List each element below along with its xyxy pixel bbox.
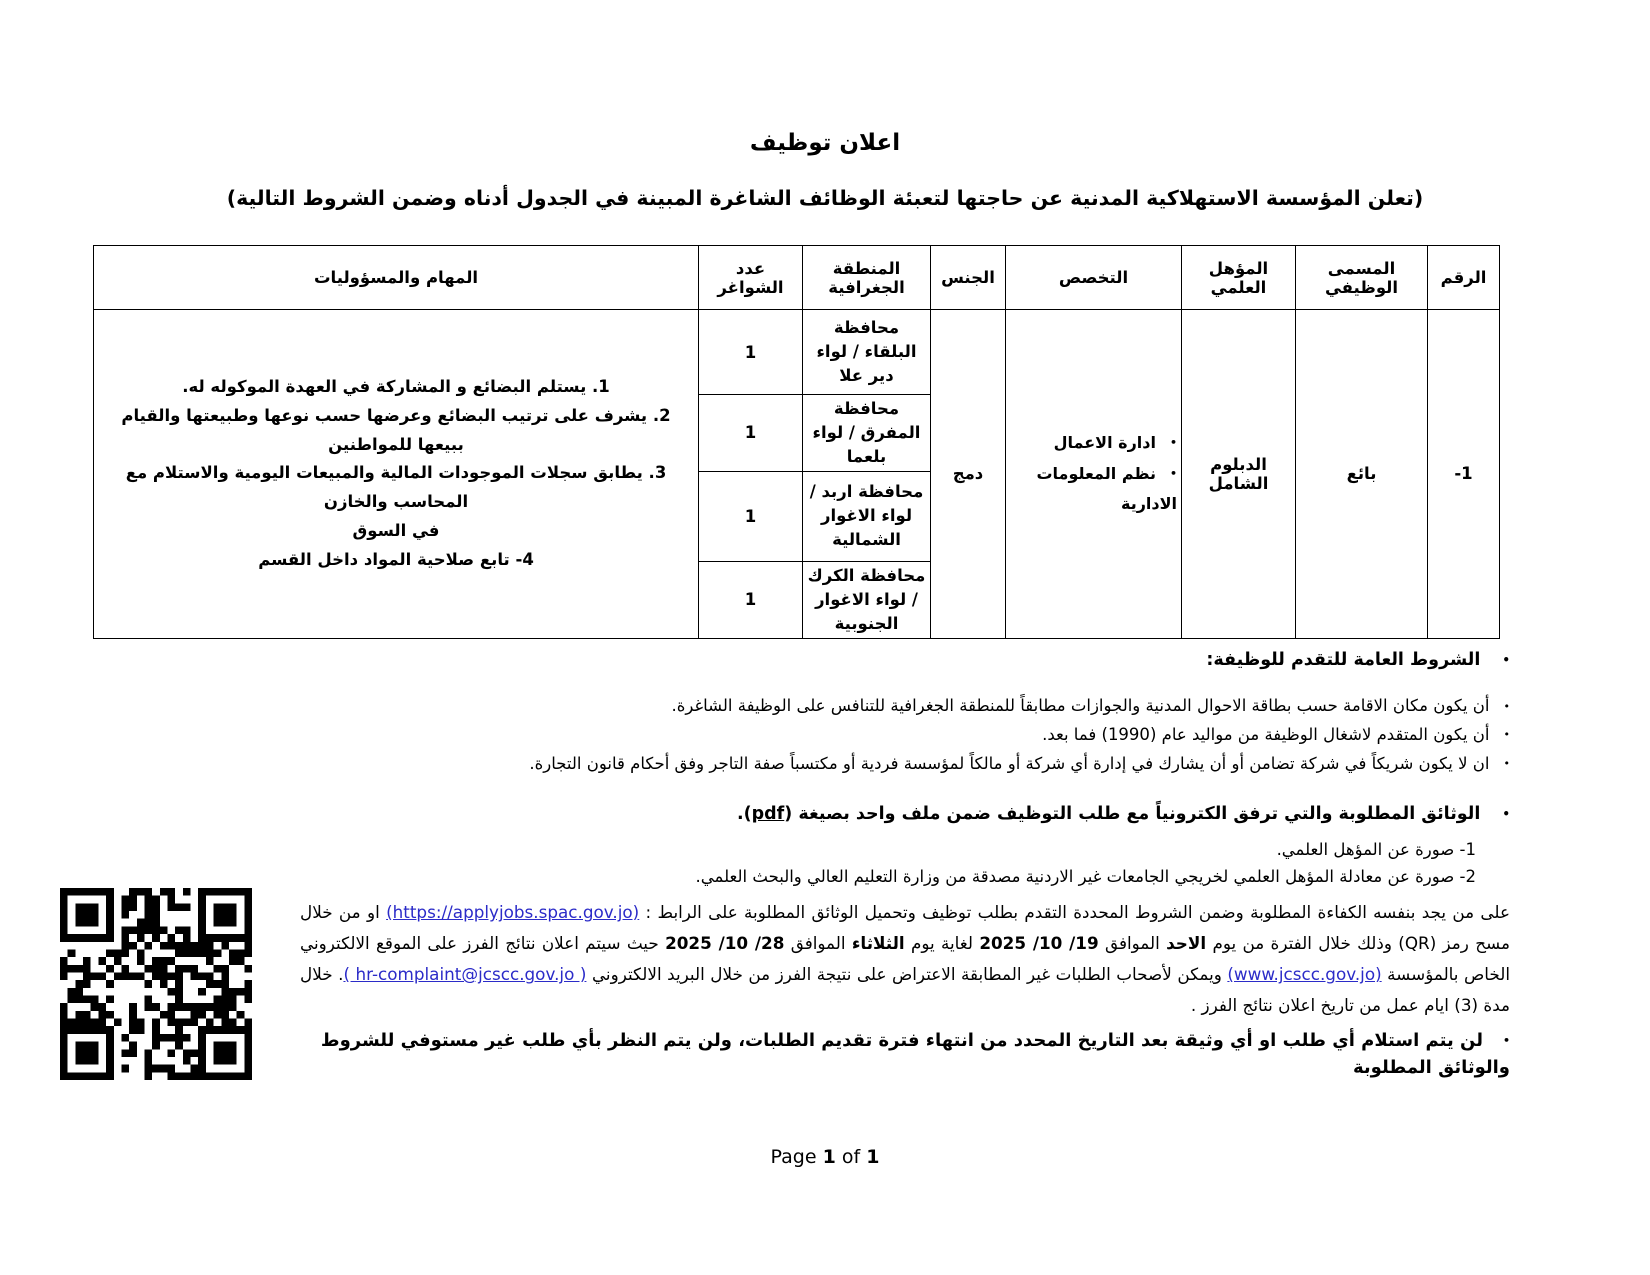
final-note: •لن يتم استلام أي طلب او أي وثيقة بعد التاريخ المحدد من انتهاء فترة تقديم الطلبات، ولن يتم النظر بأي طلب غير مستوفي للشروط والوثائق المطلوبة [320,1030,1510,1079]
pdf-format-label: pdf [751,803,785,824]
bullet-icon: • [1502,653,1510,667]
cell-tasks [94,310,699,639]
apply-portal-link[interactable]: (https://applyjobs.spac.gov.jo) [386,902,640,923]
cell-gender: دمج [931,310,1006,639]
specialization-item: •ادارة الاعمال [1053,433,1177,453]
condition-item: •أن يكون المتقدم لاشغال الوظيفة من مواليد عام (1990) فما بعد. [1042,724,1510,744]
cell-specialization [1006,310,1182,639]
header-number: الرقم [1428,246,1500,310]
cell-region-3: محافظة اربد / لواء الاغوار الشمالية [803,471,931,561]
table-row [94,310,1500,395]
condition-item: •أن يكون مكان الاقامة حسب بطاقة الاحوال المدنية والجوازات مطابقاً للمنطقة الجغرافية للتنافس على الوظيفة الشاغرة. [671,696,1510,715]
required-documents-title: •الوثائق المطلوبة والتي ترفق الكترونياً مع طلب التوظيف ضمن ملف واحد بصيغة (pdf). [736,803,1510,824]
task-line: 4- تابع صلاحية المواد داخل القسم [258,550,534,570]
qr-code [60,888,252,1080]
complaint-email-link[interactable]: ( hr-complaint@jcscc.gov.jo ) [343,964,587,985]
task-line: 3. يطابق سجلات الموجودات المالية والمبيعات اليومية والاستلام مع المحاسب والخازن [125,463,667,512]
header-region: المنطقة الجغرافية [803,246,931,310]
cell-vacancies-1: 1 [699,310,803,395]
header-job-title: المسمى الوظيفي [1296,246,1428,310]
cell-number: -1 [1428,310,1500,639]
start-day: الاحد [1166,933,1207,954]
bullet-icon: • [1503,757,1510,771]
cell-vacancies-3: 1 [699,471,803,561]
application-instructions: على من يجد بنفسه الكفاءة المطلوبة وضمن الشروط المحددة التقدم بطلب توظيف وتحميل الوثائق المطلوبة على الرابط : (https://applyjobs.spac.gov.jo) او من خلال مسح رمز (QR) وذلك خلال الفترة من يوم الاحد الموافق 19/ 10/ 2025 لغاية يوم الثلاثاء الموافق 28/ 10/ 2025 حيث سيتم اعلان نتائج الفرز على الموقع الالكتروني الخاص بالمؤسسة (www.jcscc.gov.jo) ويمكن لأصحاب الطلبات غير المطابقة الاعتراض على نتيجة الفرز من خلال البريد الالكتروني ( hr-complaint@jcscc.gov.jo ). خلال مدة (3) ايام عمل من تاريخ اعلان نتائج الفرز . [300,902,1510,1016]
task-line: في السوق [352,521,440,541]
cell-qualification: الدبلوم الشامل [1182,310,1296,639]
header-specialization: التخصص [1006,246,1182,310]
page-title: اعلان توظيف [749,130,901,156]
bullet-icon: • [1502,806,1510,821]
general-conditions-title: •الشروط العامة للتقدم للوظيفة: [1206,650,1510,670]
condition-item: •ان لا يكون شريكاً في شركة تضامن أو أن يشارك في إدارة أي شركة أو مالكاً لمؤسسة فردية أو مكتسباً صفة التاجر وفق أحكام قانون التجارة. [529,753,1510,773]
end-day: الثلاثاء [851,933,905,954]
org-website-link[interactable]: (www.jcscc.gov.jo) [1227,964,1382,985]
page-total: 1 [866,1146,880,1168]
end-date: 28/ 10/ 2025 [665,933,785,954]
bullet-icon: • [1169,466,1177,480]
vacancies-table [93,245,1500,639]
document-item: 2- صورة عن معادلة المؤهل العلمي لخريجي الجامعات غير الاردنية مصدقة من وزارة التعليم العالي والبحث العلمي. [695,866,1476,886]
bullet-icon: • [1502,1034,1510,1048]
cell-job-title: بائع [1296,310,1428,639]
start-date: 19/ 10/ 2025 [979,933,1099,954]
bullet-icon: • [1503,699,1510,713]
cell-region-2: محافظة المفرق / لواء بلعما [803,395,931,472]
specialization-item: •نظم المعلومات الادارية [1036,463,1177,514]
header-vacancies: عدد الشواغر [699,246,803,310]
bullet-icon: • [1503,728,1510,742]
cell-vacancies-2: 1 [699,395,803,472]
document-item: 1- صورة عن المؤهل العلمي. [1276,839,1476,859]
page-footer: Page 1 of 1 [770,1146,880,1168]
conditions-and-documents [300,650,1510,1081]
table-header-row [94,246,1500,310]
header-gender: الجنس [931,246,1006,310]
header-tasks: المهام والمسؤوليات [94,246,699,310]
page-subtitle: (تعلن المؤسسة الاستهلاكية المدنية عن حاجتها لتعبئة الوظائف الشاغرة المبينة في الجدول أدناه وضمن الشروط التالية) [226,186,1424,210]
cell-region-1: محافظة البلقاء / لواء دير علا [803,310,931,395]
task-line: 1. يستلم البضائع و المشاركة في العهدة الموكوله له. [182,376,610,396]
page-number: 1 [822,1146,836,1168]
bullet-icon: • [1169,436,1177,450]
task-line: 2. يشرف على ترتيب البضائع وعرضها حسب نوعها وطبيعتها والقيام ببيعها للمواطنين [121,405,671,454]
cell-vacancies-4: 1 [699,561,803,638]
header-qualification: المؤهل العلمي [1182,246,1296,310]
cell-region-4: محافظة الكرك / لواء الاغوار الجنوبية [803,561,931,638]
